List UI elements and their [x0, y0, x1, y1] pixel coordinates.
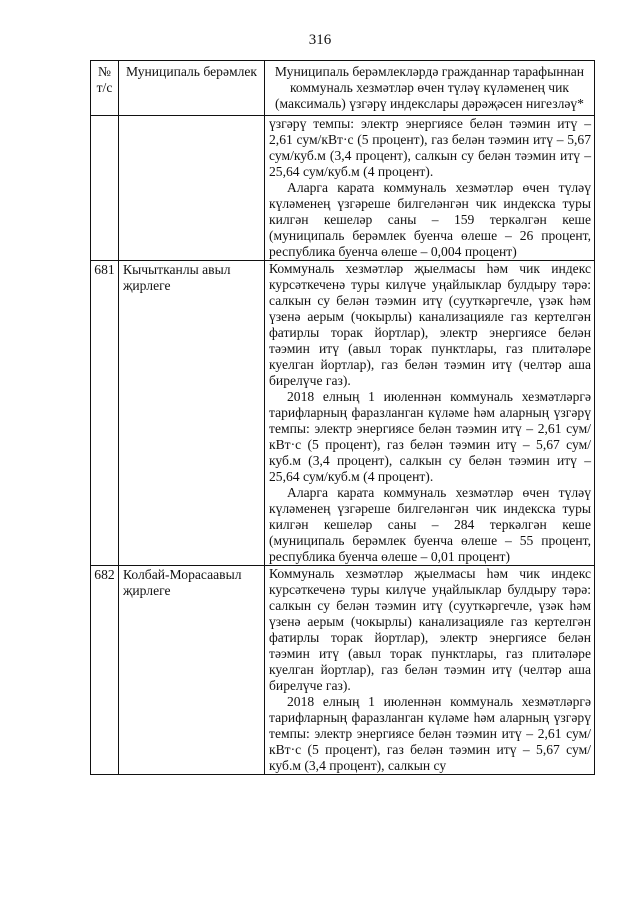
row-paragraph: Аларга карата коммуналь хезмәтләр өчен түләү күләменең үзгәреше билгеләнгән чик индекска туры килгән кешеләр саны – 284 теркәлгән кеше (муниципаль берәмлек буенча өлеше – 55 процент, республика буенча өлеше – 0,01 процент)	[269, 485, 591, 564]
row-paragraph: Коммуналь хезмәтләр җыелмасы һәм чик индекс курсәткеченә туры килүче уңайлыклар булдыру тәрә: салкын су белән тәэмин итү (сууткәргечле, үзәк һәм үзенә аерым (чокырлы) канализацияле газ кертелгән фатирлы торак йортлар), электр энергиясе белән тәэмин итү (авыл торак пунктлары, газ плитәләре куелган йортлар), газ белән тәэмин итү (челтәр аша бирелүче газ).	[269, 566, 591, 693]
row-paragraph: Аларга карата коммуналь хезмәтләр өчен түләү күләменең үзгәреше билгеләнгән чик индекска туры килгән кешеләр саны – 159 теркәлгән кеше (муниципаль берәмлек буенча өлеше – 26 процент, республика буенча өлеше – 0,004 процент)	[269, 180, 591, 259]
row-municipality	[119, 116, 265, 261]
row-number: 681	[91, 261, 119, 566]
row-municipality: Колбай-Морасаавыл җирлеге	[119, 566, 265, 775]
row-number: 682	[91, 566, 119, 775]
tariff-index-table	[90, 60, 595, 775]
table-header-row	[91, 61, 595, 116]
row-paragraph: үзгәрү темпы: электр энергиясе белән тәэмин итү – 2,61 сум/кВт·с (5 процент), газ белән тәэмин итү – 5,67 сум/куб.м (3,4 процент), салкын су белән тәэмин итү – 25,64 сум/куб.м (4 процент).	[269, 116, 591, 179]
row-description	[265, 116, 595, 261]
row-paragraph: Коммуналь хезмәтләр җыелмасы һәм чик индекс курсәткеченә туры килүче уңайлыклар булдыру тәрә: салкын су белән тәэмин итү (сууткәргечле, үзәк һәм үзенә аерым (чокырлы) канализацияле газ кертелгән фатирлы торак йортлар), электр энергиясе белән тәэмин итү (авыл торак пунктлары, газ плитәләре куелган йортлар), газ белән тәэмин итү (челтәр аша бирелүче газ).	[269, 261, 591, 388]
header-number: № т/с	[91, 61, 119, 116]
row-description	[265, 566, 595, 775]
table-row-681	[91, 261, 595, 566]
row-paragraph: 2018 елның 1 июленнән коммуналь хезмәтләргә тарифларның фаразланган күләме һәм аларның үзгәрү темпы: электр энергиясе белән тәэмин итү – 2,61 сум/кВт·с (5 процент), газ белән тәэмин итү – 5,67 сум/куб.м (3,4 процент), салкын су	[269, 694, 591, 773]
table-row-continuation	[91, 116, 595, 261]
row-paragraph: 2018 елның 1 июленнән коммуналь хезмәтләргә тарифларның фаразланган күләме һәм аларның үзгәрү темпы: электр энергиясе белән тәэмин итү – 2,61 сум/кВт·с (5 процент), газ белән тәэмин итү – 5,67 сум/куб.м (3,4 процент), салкын су белән тәэмин итү – 25,64 сум/куб.м (4 процент).	[269, 389, 591, 484]
row-municipality: Кычытканлы авыл җирлеге	[119, 261, 265, 566]
page-number: 316	[308, 32, 332, 48]
row-description	[265, 261, 595, 566]
row-number	[91, 116, 119, 261]
table-row-682	[91, 566, 595, 775]
header-description: Муниципаль берәмлекләрдә гражданнар тарафыннан коммуналь хезмәтләр өчен түләү күләменең чик (максималь) үзгәрү индекслары дәрәҗәсен нигезләү*	[265, 61, 595, 116]
header-municipality: Муниципаль берәмлек	[119, 61, 265, 116]
